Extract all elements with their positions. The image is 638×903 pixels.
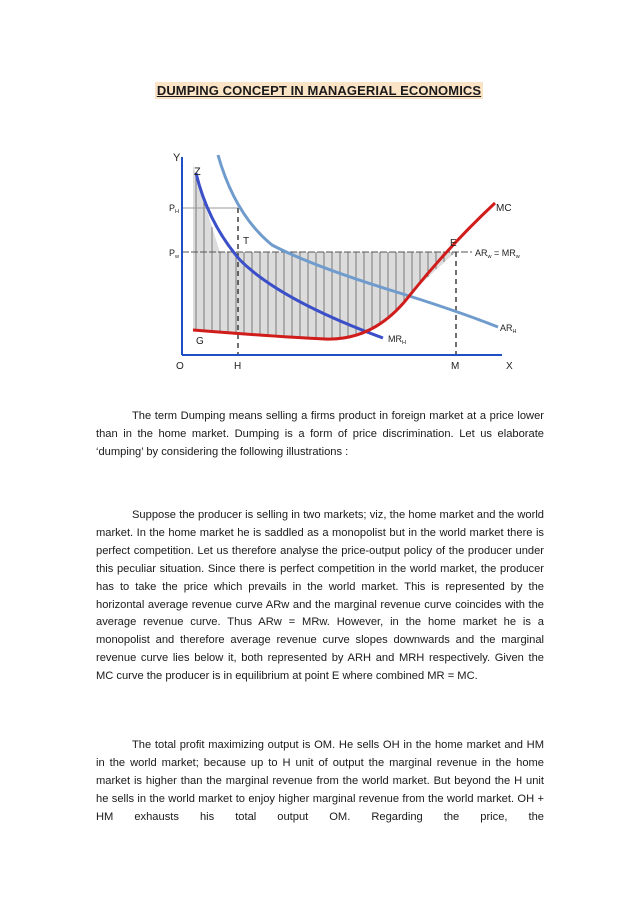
dumping-diagram xyxy=(160,145,550,381)
label-x: X xyxy=(506,361,513,372)
label-mc: MC xyxy=(496,203,512,214)
page-title: DUMPING CONCEPT IN MANAGERIAL ECONOMICS xyxy=(156,83,482,98)
label-arw-mrw: $AR_w = MR_w$ xyxy=(475,248,520,260)
label-arh: $AR_H$ xyxy=(500,323,517,335)
label-pw: $P_w$ xyxy=(169,248,179,260)
diagram-svg xyxy=(160,145,550,381)
paragraph-2 xyxy=(96,507,544,686)
label-m: M xyxy=(451,361,460,372)
label-y: Y xyxy=(173,152,181,164)
label-g: G xyxy=(196,336,204,347)
label-z: Z xyxy=(194,166,201,178)
label-mrh: $MR_H$ xyxy=(388,334,406,346)
label-e: E xyxy=(450,238,457,249)
title-wrap xyxy=(0,82,638,100)
paragraph-3 xyxy=(96,737,544,827)
paragraph-1-text: The term Dumping means selling a firms product in foreign market at a price lower than in the home market. Dumping is a form of price discrimination. Let us elaborate ‘dumping’ by considering the following illustrations : xyxy=(96,410,544,458)
paragraph-1 xyxy=(96,408,544,462)
label-o: O xyxy=(176,361,184,372)
label-h: H xyxy=(234,361,242,372)
label-ph: $P_H$ xyxy=(169,203,179,215)
paragraph-2-text: Suppose the producer is selling in two markets; viz, the home market and the world market. In the home market he is saddled as a monopolist but in the world market there is perfect competition. Let us therefore analyse the price-output policy of the producer under this peculiar situation. Since there is perfect competition in the world market, the producer has to take the price which prevails in the world market. This is represented by the horizontal average revenue curve ARw and the marginal revenue curve coincides with the average revenue curve. Thus ARw = MRw. However, in the home market he is a monopolist and therefore average revenue curve slopes downwards and the marginal revenue curve lies below it, both represented by ARH and MRH respectively. Given the MC curve the producer is in equilibrium at point E where combined MR = MC. xyxy=(96,509,544,683)
paragraph-3-text: The total profit maximizing output is OM. He sells OH in the home market and HM in the world market; because up to H unit of output the marginal revenue in the home market is higher than the marginal revenue from the world market. But beyond the H unit he sells in the world market to enjoy higher marginal revenue from the world market. OH + HM exhausts his total output OM. Regarding the price, the xyxy=(96,739,544,823)
label-t: T xyxy=(243,236,250,247)
